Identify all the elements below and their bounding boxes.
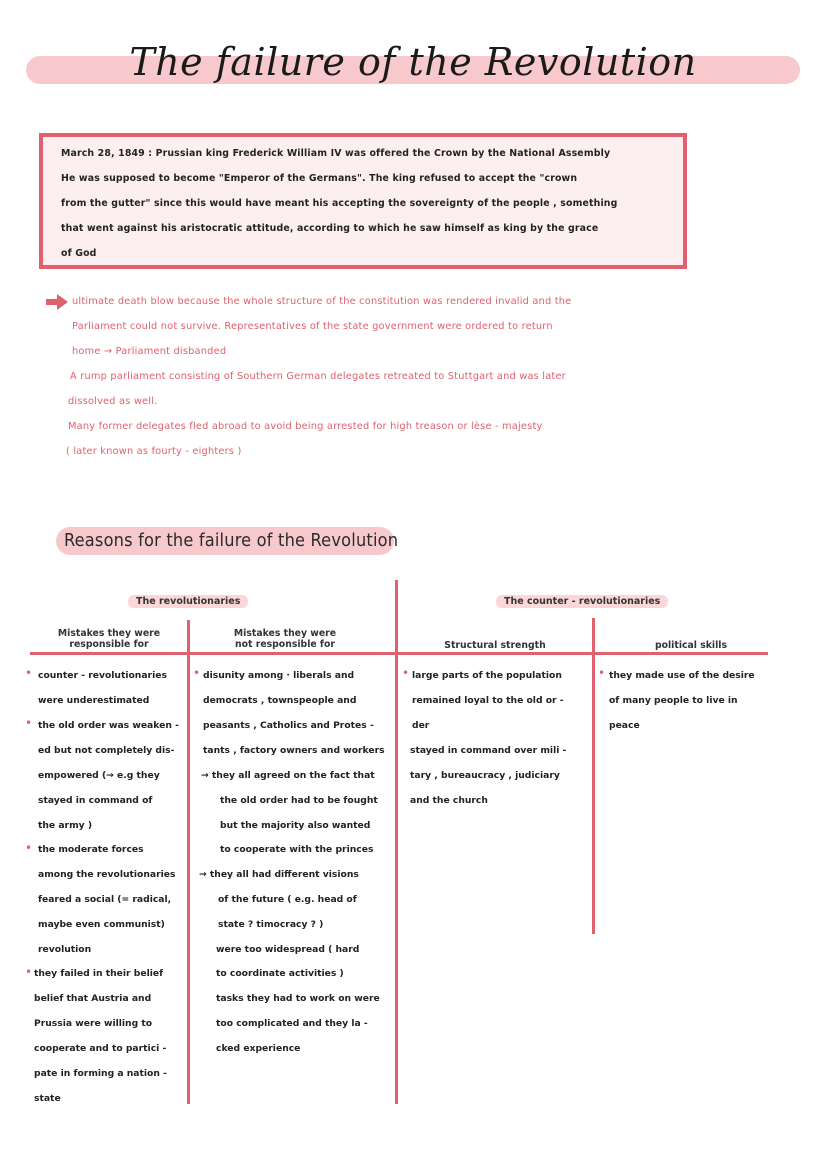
cell-text: they failed in their belief bbox=[34, 968, 164, 979]
page-title: The failure of the Revolution bbox=[129, 40, 697, 84]
bullet-icon: • bbox=[598, 666, 606, 680]
cell-text: the old order was weaken - bbox=[38, 720, 179, 731]
cell-text: too complicated and they la - bbox=[216, 1018, 368, 1029]
header-line: Mistakes they were bbox=[233, 628, 337, 639]
cell-text: to cooperate with the princes bbox=[220, 844, 374, 855]
intro-line: of God bbox=[61, 248, 97, 259]
header-line: responsible for bbox=[69, 639, 149, 650]
cell-text: pate in forming a nation - bbox=[34, 1068, 167, 1079]
cell-text: tasks they had to work on were bbox=[216, 993, 380, 1004]
cell-text: maybe even communist) bbox=[38, 919, 165, 930]
cell-text: the army ) bbox=[38, 820, 93, 831]
consequence-line: dissolved as well. bbox=[68, 396, 158, 407]
cell-text: disunity among · liberals and bbox=[203, 670, 355, 681]
cell-text: remained loyal to the old or - bbox=[412, 695, 564, 706]
cell-text: cked experience bbox=[216, 1043, 301, 1054]
cell-text: among the revolutionaries bbox=[38, 869, 176, 880]
cell-text: tants , factory owners and workers bbox=[203, 745, 385, 756]
cell-text: feared a social (= radical, bbox=[38, 894, 172, 905]
cell-text: to coordinate activities ) bbox=[216, 968, 344, 979]
cell-text: peasants , Catholics and Protes - bbox=[203, 720, 374, 731]
bullet-icon: • bbox=[25, 716, 33, 730]
intro-line: March 28, 1849 : Prussian king Frederick William IV was offered the Crown by the National Assembly bbox=[61, 148, 611, 159]
consequence-line: Parliament could not survive. Representatives of the state government were ordered to return bbox=[72, 321, 553, 332]
cell-text: were underestimated bbox=[38, 695, 150, 706]
cell-text: der bbox=[412, 720, 430, 731]
intro-line: He was supposed to become "Emperor of the Germans". The king refused to accept the "crown bbox=[61, 173, 578, 184]
cell-text: state ? timocracy ? ) bbox=[218, 919, 324, 930]
cell-text: they made use of the desire bbox=[609, 670, 755, 681]
cell-text: the old order had to be fought bbox=[220, 795, 378, 806]
consequence-line: ( later known as fourty - eighters ) bbox=[66, 446, 242, 457]
consequence-line: home → Parliament disbanded bbox=[72, 346, 227, 357]
cell-text: and the church bbox=[410, 795, 488, 806]
cell-text: ed but not completely dis- bbox=[38, 745, 175, 756]
column-header-structural-strength: Structural strength bbox=[444, 640, 546, 651]
cell-text: → they all had different visions bbox=[199, 869, 359, 880]
cell-text: the moderate forces bbox=[38, 844, 144, 855]
column-header-political-skills: political skills bbox=[654, 640, 728, 651]
cell-text: stayed in command of bbox=[38, 795, 153, 806]
cell-text: counter - revolutionaries bbox=[38, 670, 167, 681]
cell-text: democrats , townspeople and bbox=[203, 695, 357, 706]
bullet-icon: • bbox=[25, 666, 33, 680]
cell-text: state bbox=[34, 1093, 61, 1104]
cell-text: → they all agreed on the fact that bbox=[201, 770, 375, 781]
cell-text: of the future ( e.g. head of bbox=[218, 894, 357, 905]
header-line: not responsible for bbox=[235, 639, 335, 650]
cell-text: large parts of the population bbox=[412, 670, 562, 681]
bullet-icon: • bbox=[402, 666, 410, 680]
cell-text: peace bbox=[609, 720, 640, 731]
bullet-icon: • bbox=[25, 841, 33, 855]
cell-text: belief that Austria and bbox=[34, 993, 152, 1004]
cell-text: revolution bbox=[38, 944, 92, 955]
consequence-line: ultimate death blow because the whole structure of the constitution was rendered invalid and the bbox=[72, 296, 572, 307]
cell-text: but the majority also wanted bbox=[220, 820, 371, 831]
intro-line: from the gutter" since this would have meant his accepting the sovereignty of the people , something bbox=[61, 198, 618, 209]
group-revolutionaries: The revolutionaries bbox=[128, 595, 248, 608]
bullet-icon: • bbox=[25, 965, 33, 979]
cell-text: of many people to live in bbox=[609, 695, 738, 706]
consequence-line: Many former delegates fled abroad to avoid being arrested for high treason or lèse - majesty bbox=[68, 421, 543, 432]
group-counter-revolutionaries: The counter - revolutionaries bbox=[496, 595, 668, 608]
cell-text: cooperate and to partici - bbox=[34, 1043, 167, 1054]
cell-text: empowered (→ e.g they bbox=[38, 770, 160, 781]
consequence-line: A rump parliament consisting of Southern German delegates retreated to Stuttgart and was later bbox=[70, 371, 566, 382]
cell-text: stayed in command over mili - bbox=[410, 745, 567, 756]
intro-line: that went against his aristocratic attitude, according to which he saw himself as king by the grace bbox=[61, 223, 599, 234]
reasons-heading: Reasons for the failure of the Revolution bbox=[64, 530, 399, 551]
bullet-icon: • bbox=[193, 666, 201, 680]
cell-text: tary , bureaucracy , judiciary bbox=[410, 770, 560, 781]
cell-text: were too widespread ( hard bbox=[216, 944, 360, 955]
header-line: Mistakes they were bbox=[57, 628, 161, 639]
cell-text: Prussia were willing to bbox=[34, 1018, 153, 1029]
